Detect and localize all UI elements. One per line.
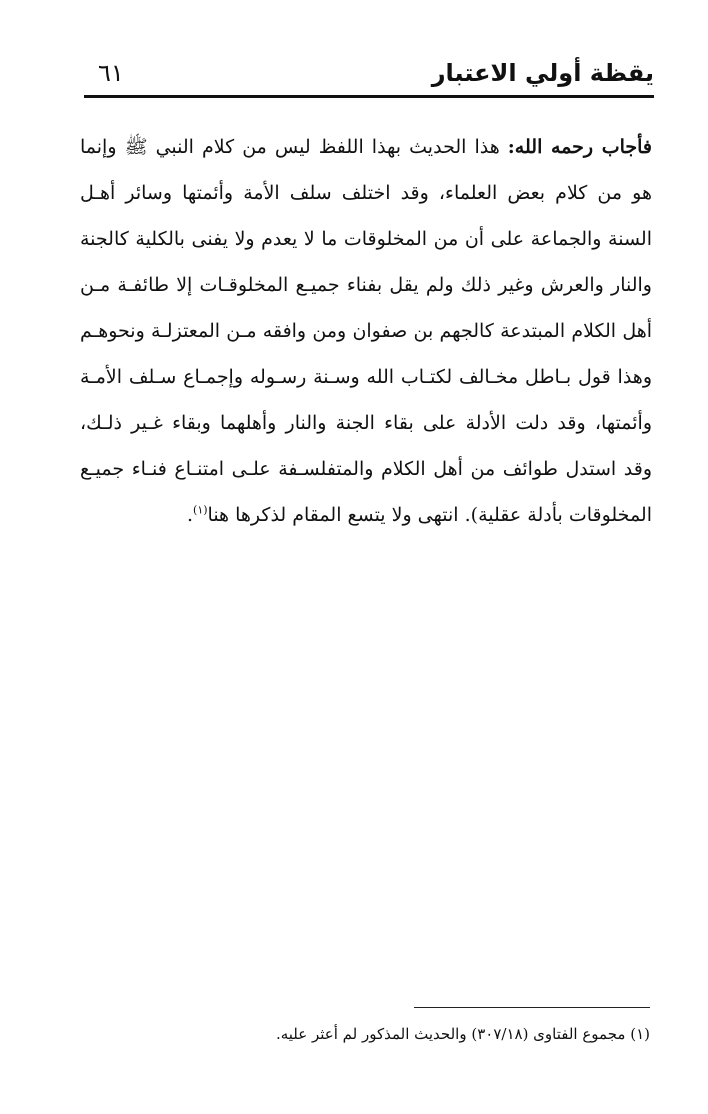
- text-line-5: أهل الكلام المبتدعة كالجهم بن صفوان ومن وافقه مـن المعتزلـة ونحوهـم: [80, 320, 652, 342]
- running-header: [84, 52, 654, 98]
- header-rule: [84, 95, 654, 98]
- page-number: ٦١: [98, 59, 124, 87]
- footnote-rule: [414, 1007, 650, 1008]
- end-punctuation: .: [186, 504, 194, 526]
- text-line-3: السنة والجماعة على أن من المخلوقات ما لا يعدم ولا يفنى بالكلية كالجنة: [80, 228, 652, 250]
- text-line-1: [80, 124, 652, 170]
- main-text: [80, 124, 652, 538]
- text-line-1-rest: هذا الحديث بهذا اللفظ ليس من كلام النبي ﷺ وإنما: [80, 136, 508, 158]
- text-line-7: وأئمتها، وقد دلت الأدلة على بقاء الجنة والنار وأهلهما وبقاء غـير ذلـك،: [80, 412, 652, 434]
- text-line-2: هو من كلام بعض العلماء، وقد اختلف سلف الأمة وأئمتها وسائر أهـل: [80, 182, 652, 204]
- text-line-8: وقد استدل طوائف من أهل الكلام والمتفلسـفة علـى امتنـاع فنـاء جميـع: [80, 458, 652, 480]
- text-line-4: والنار والعرش وغير ذلك ولم يقل بفناء جميـع المخلوقـات إلا طائفـة مـن: [80, 274, 652, 296]
- text-line-9: [80, 492, 652, 538]
- footnote: (١) مجموع الفتاوى (٣٠٧/١٨) والحديث المذكور لم أعثر عليه.: [275, 1025, 650, 1043]
- footnote-reference: (١): [193, 503, 208, 517]
- text-line-6: وهذا قول بـاطل مخـالف لكتـاب الله وسـنة رسـوله وإجمـاع سـلف الأمـة: [80, 366, 652, 388]
- text-line-9-content: المخلوقات بأدلة عقلية). انتهى ولا يتسع المقام لذكرها هنا: [207, 504, 652, 526]
- book-title: يقظة أولي الاعتبار: [431, 59, 654, 87]
- answer-lead: فأجاب رحمه الله:: [507, 136, 652, 158]
